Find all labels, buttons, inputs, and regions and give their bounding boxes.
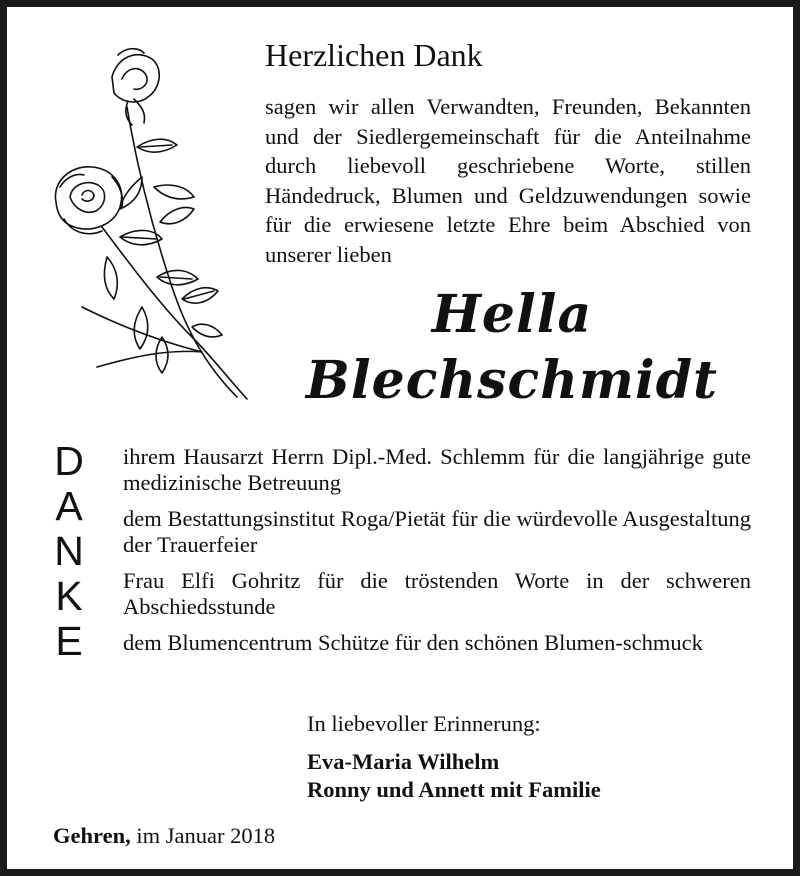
deceased-last-name: Blechschmidt	[305, 350, 719, 411]
thanks-list	[123, 444, 751, 666]
notice-date: im Januar 2018	[136, 823, 276, 848]
danke-letter: D	[54, 438, 84, 484]
danke-vertical	[49, 439, 89, 664]
thanks-item: ihrem Hausarzt Herrn Dipl.-Med. Schlemm für die langjährige gute medizinische Betreuung	[123, 444, 751, 495]
danke-letter: K	[55, 573, 83, 619]
thanks-item: Frau Elfi Gohritz für die tröstenden Worte in der schweren Abschiedsstunde	[123, 568, 751, 619]
signer-name: Ronny und Annett mit Familie	[307, 777, 601, 802]
danke-letter: E	[55, 618, 83, 664]
intro-paragraph: sagen wir allen Verwandten, Freunden, Bekannten und der Siedlergemeinschaft für die Anteilnahme durch liebevoll geschriebene Worte, stillen Händedruck, Blumen und Geldzuwendungen sowie für die erwiesene letzte Ehre beim Abschied von unserer lieben	[265, 94, 751, 267]
place-date	[53, 822, 275, 850]
place-name: Gehren,	[53, 823, 131, 848]
roses-illustration	[42, 37, 257, 407]
danke-letter: N	[54, 528, 84, 574]
deceased-first-name: Hella	[431, 284, 593, 345]
signer-name: Eva-Maria Wilhelm	[307, 749, 500, 774]
signers	[307, 748, 601, 804]
thanks-item: dem Blumencentrum Schütze für den schönen Blumen-schmuck	[123, 630, 703, 655]
thanks-heading: Herzlichen Dank	[265, 37, 483, 73]
memory-line: In liebevoller Erinnerung:	[307, 711, 541, 736]
danke-letter: A	[55, 483, 83, 529]
thanks-item: dem Bestattungsinstitut Roga/Pietät für die würdevolle Ausgestaltung der Trauerfeier	[123, 506, 751, 557]
